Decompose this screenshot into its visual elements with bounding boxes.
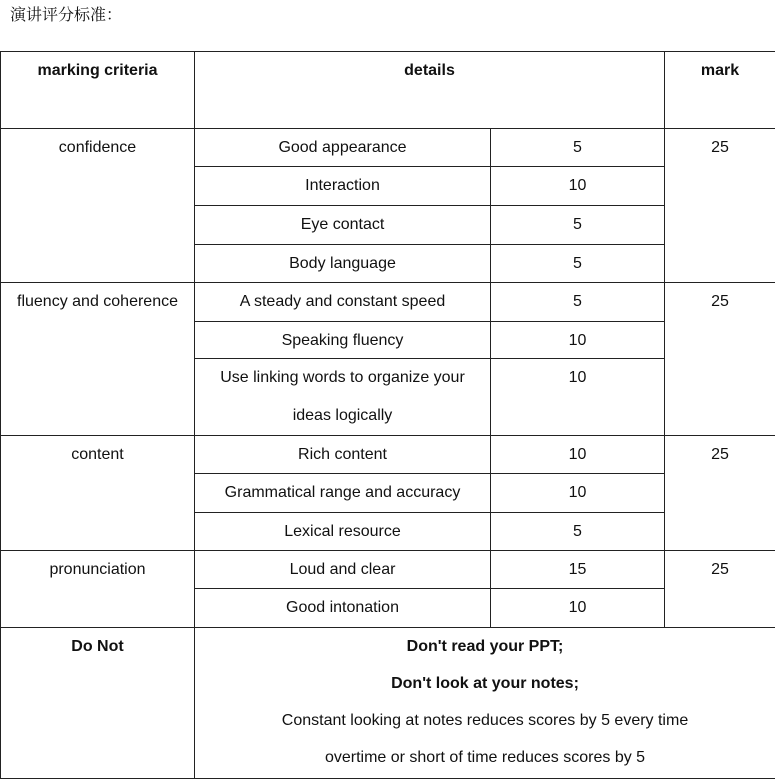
table-header-row	[1, 52, 775, 129]
criterion-confidence: confidence	[1, 129, 195, 283]
do-not-rule-notes: Don't look at your notes;	[391, 675, 579, 692]
detail-cell: Good intonation	[195, 589, 491, 628]
table-row	[1, 436, 775, 474]
table-row	[1, 129, 775, 167]
do-not-label: Do Not	[1, 628, 195, 779]
detail-cell: Use linking words to organize your ideas logically	[195, 359, 491, 436]
score-cell: 10	[491, 167, 665, 206]
detail-cell: Good appearance	[195, 129, 491, 167]
detail-cell: A steady and constant speed	[195, 283, 491, 322]
header-mark: mark	[665, 52, 775, 129]
score-cell: 5	[491, 129, 665, 167]
mark-fluency: 25	[665, 283, 775, 436]
detail-cell: Lexical resource	[195, 513, 491, 551]
criterion-pronunciation: pronunciation	[1, 551, 195, 628]
score-cell: 5	[491, 283, 665, 322]
page-heading: 演讲评分标准：	[10, 5, 123, 24]
detail-cell: Rich content	[195, 436, 491, 474]
do-not-penalty-notes: Constant looking at notes reduces scores by 5 every time	[281, 712, 689, 729]
mark-content: 25	[665, 436, 775, 551]
do-not-row	[1, 628, 775, 779]
mark-confidence: 25	[665, 129, 775, 283]
mark-pronunciation: 25	[665, 551, 775, 628]
score-cell: 15	[491, 551, 665, 589]
detail-cell: Body language	[195, 245, 491, 283]
score-cell: 10	[491, 589, 665, 628]
do-not-rule-ppt: Don't read your PPT;	[406, 638, 564, 655]
detail-cell: Loud and clear	[195, 551, 491, 589]
score-cell: 10	[491, 474, 665, 513]
table-row	[1, 551, 775, 589]
do-not-rules	[195, 628, 775, 779]
score-cell: 10	[491, 436, 665, 474]
criterion-content: content	[1, 436, 195, 551]
header-details: details	[195, 52, 665, 129]
score-cell: 10	[491, 322, 665, 359]
header-criteria: marking criteria	[1, 52, 195, 129]
score-cell: 5	[491, 206, 665, 245]
detail-cell: Speaking fluency	[195, 322, 491, 359]
do-not-penalty-time: overtime or short of time reduces scores by 5	[324, 749, 646, 766]
detail-cell: Eye contact	[195, 206, 491, 245]
score-cell: 10	[491, 359, 665, 436]
score-cell: 5	[491, 513, 665, 551]
detail-cell: Interaction	[195, 167, 491, 206]
criterion-fluency: fluency and coherence	[1, 283, 195, 436]
marking-criteria-table	[0, 51, 775, 779]
score-cell: 5	[491, 245, 665, 283]
detail-cell: Grammatical range and accuracy	[195, 474, 491, 513]
table-row	[1, 283, 775, 322]
